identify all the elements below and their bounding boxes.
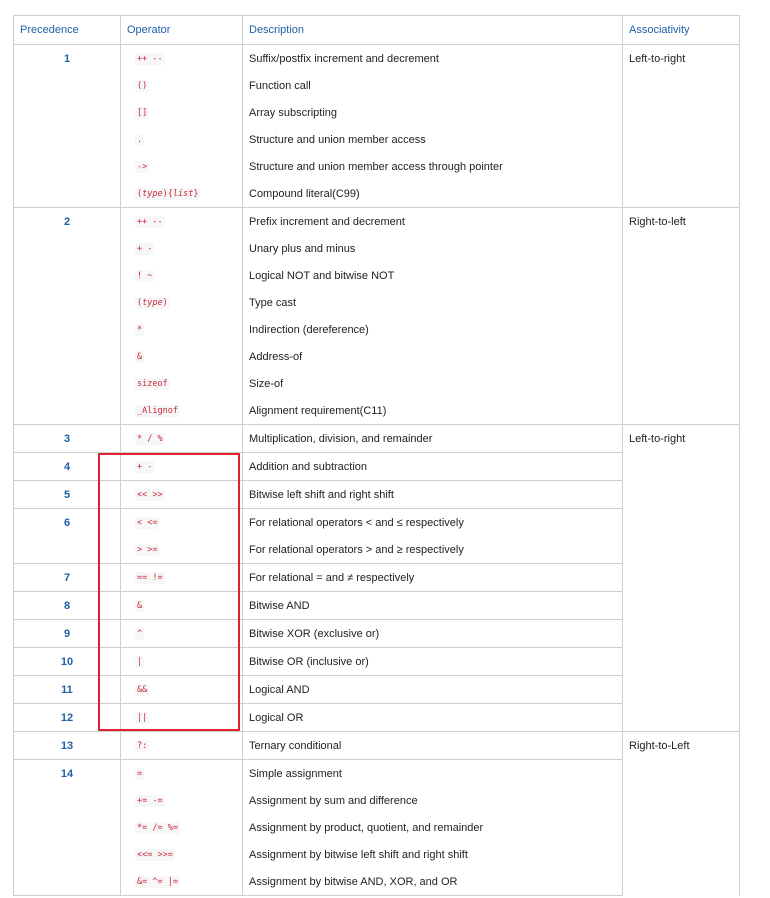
description-text: Addition and subtraction xyxy=(249,460,368,473)
description-text: Bitwise XOR (exclusive or) xyxy=(249,627,380,640)
description-cell xyxy=(243,704,623,732)
operator-cell xyxy=(121,509,243,564)
operator-code: ^ xyxy=(137,628,143,639)
operator-cell xyxy=(121,45,243,208)
precedence-cell: 3 xyxy=(14,425,121,453)
associativity-cell: Left-to-right xyxy=(623,425,740,732)
operator-code: <<= >>= xyxy=(137,849,173,860)
description-cell xyxy=(243,509,623,564)
operator-cell xyxy=(121,453,243,481)
operator-code: * / % xyxy=(137,433,163,444)
operator-code: + - xyxy=(137,461,153,472)
description-text: Logical OR xyxy=(249,711,304,724)
description-text: For relational operators > and ≥ respectively xyxy=(249,543,464,556)
precedence-cell: 13 xyxy=(14,732,121,760)
operator-code: _Alignof xyxy=(137,405,178,416)
precedence-cell: 11 xyxy=(14,676,121,704)
operator-code: &= ^= |= xyxy=(137,876,178,887)
description-text: Suffix/postfix increment and decrement xyxy=(249,52,439,65)
description-cell xyxy=(243,648,623,676)
description-cell xyxy=(243,45,623,208)
description-text: Simple assignment xyxy=(249,767,342,780)
associativity-cell: Left-to-right xyxy=(623,45,740,208)
operator-code: = xyxy=(137,768,143,779)
description-cell xyxy=(243,760,623,896)
table-row xyxy=(14,425,740,453)
operator-code: ?: xyxy=(137,740,148,751)
operator-cell xyxy=(121,592,243,620)
description-cell xyxy=(243,453,623,481)
operator-code: += -= xyxy=(137,795,163,806)
description-cell xyxy=(243,564,623,592)
table-body xyxy=(14,45,740,896)
description-text: Assignment by sum and difference xyxy=(249,794,418,807)
operator-code: & xyxy=(137,600,143,611)
description-text: Type cast xyxy=(249,296,297,309)
operator-precedence-table-container xyxy=(13,15,739,896)
description-text: Structure and union member access xyxy=(249,133,426,146)
operator-code: > >= xyxy=(137,544,158,555)
description-cell xyxy=(243,208,623,425)
description-cell xyxy=(243,425,623,453)
description-text: Assignment by bitwise left shift and right shift xyxy=(249,848,468,861)
table-row xyxy=(14,208,740,425)
description-cell xyxy=(243,592,623,620)
description-text: Address-of xyxy=(249,350,303,363)
description-text: Multiplication, division, and remainder xyxy=(249,432,433,445)
precedence-cell: 5 xyxy=(14,481,121,509)
precedence-cell: 6 xyxy=(14,509,121,564)
precedence-cell: 10 xyxy=(14,648,121,676)
operator-code: * xyxy=(137,324,143,335)
operator-code: && xyxy=(137,684,148,695)
description-text: Assignment by product, quotient, and remainder xyxy=(249,821,484,834)
description-text: Size-of xyxy=(249,377,284,390)
operator-code: -> xyxy=(137,161,148,172)
description-text: Compound literal(C99) xyxy=(249,187,360,200)
operator-code: () xyxy=(137,80,148,91)
description-text: Array subscripting xyxy=(249,106,338,119)
precedence-cell: 9 xyxy=(14,620,121,648)
description-text: Bitwise left shift and right shift xyxy=(249,488,394,501)
operator-code: | xyxy=(137,656,143,667)
operator-cell xyxy=(121,425,243,453)
header-operator: Operator xyxy=(121,16,243,45)
description-text: Logical AND xyxy=(249,683,310,696)
description-text: Unary plus and minus xyxy=(249,242,356,255)
operator-cell xyxy=(121,704,243,732)
header-description: Description xyxy=(243,16,623,45)
table-row xyxy=(14,732,740,760)
operator-cell xyxy=(121,620,243,648)
operator-precedence-table xyxy=(13,15,740,896)
header-row xyxy=(14,16,740,45)
operator-code: (type) xyxy=(137,297,168,308)
operator-cell xyxy=(121,732,243,760)
operator-code: ++ -- xyxy=(137,216,163,227)
operator-cell xyxy=(121,648,243,676)
operator-cell xyxy=(121,481,243,509)
associativity-cell: Right-to-Left xyxy=(623,732,740,896)
precedence-cell: 14 xyxy=(14,760,121,896)
description-text: Prefix increment and decrement xyxy=(249,215,405,228)
description-text: For relational operators < and ≤ respectively xyxy=(249,516,464,529)
operator-cell xyxy=(121,208,243,425)
description-text: Logical NOT and bitwise NOT xyxy=(249,269,395,282)
operator-code: sizeof xyxy=(137,378,168,389)
precedence-cell: 7 xyxy=(14,564,121,592)
operator-cell xyxy=(121,676,243,704)
description-text: Ternary conditional xyxy=(249,739,342,752)
operator-code: == != xyxy=(137,572,163,583)
operator-code: || xyxy=(137,712,148,723)
description-text: Function call xyxy=(249,79,311,92)
description-cell xyxy=(243,676,623,704)
description-text: Indirection (dereference) xyxy=(249,323,369,336)
description-cell xyxy=(243,732,623,760)
description-cell xyxy=(243,481,623,509)
precedence-cell: 12 xyxy=(14,704,121,732)
operator-code: + - xyxy=(137,243,153,254)
operator-code: . xyxy=(137,134,143,145)
operator-code: (type){list} xyxy=(137,188,199,199)
description-text: Alignment requirement(C11) xyxy=(249,404,387,417)
associativity-cell: Right-to-left xyxy=(623,208,740,425)
operator-cell xyxy=(121,760,243,896)
operator-code: ++ -- xyxy=(137,53,163,64)
description-text: For relational = and ≠ respectively xyxy=(249,571,415,584)
operator-code: *= /= %= xyxy=(137,822,178,833)
operator-code: ! ~ xyxy=(137,270,153,281)
precedence-cell: 4 xyxy=(14,453,121,481)
operator-code: < <= xyxy=(137,517,158,528)
precedence-cell: 8 xyxy=(14,592,121,620)
operator-cell xyxy=(121,564,243,592)
description-text: Bitwise OR (inclusive or) xyxy=(249,655,369,668)
precedence-cell: 1 xyxy=(14,45,121,208)
operator-code: << >> xyxy=(137,489,163,500)
operator-code: & xyxy=(137,351,143,362)
description-cell xyxy=(243,620,623,648)
header-associativity: Associativity xyxy=(623,16,740,45)
header-precedence: Precedence xyxy=(14,16,121,45)
description-text: Structure and union member access through pointer xyxy=(249,160,503,173)
description-text: Bitwise AND xyxy=(249,599,310,612)
operator-code: [] xyxy=(137,107,148,118)
table-row xyxy=(14,45,740,208)
description-text: Assignment by bitwise AND, XOR, and OR xyxy=(249,875,458,888)
precedence-cell: 2 xyxy=(14,208,121,425)
